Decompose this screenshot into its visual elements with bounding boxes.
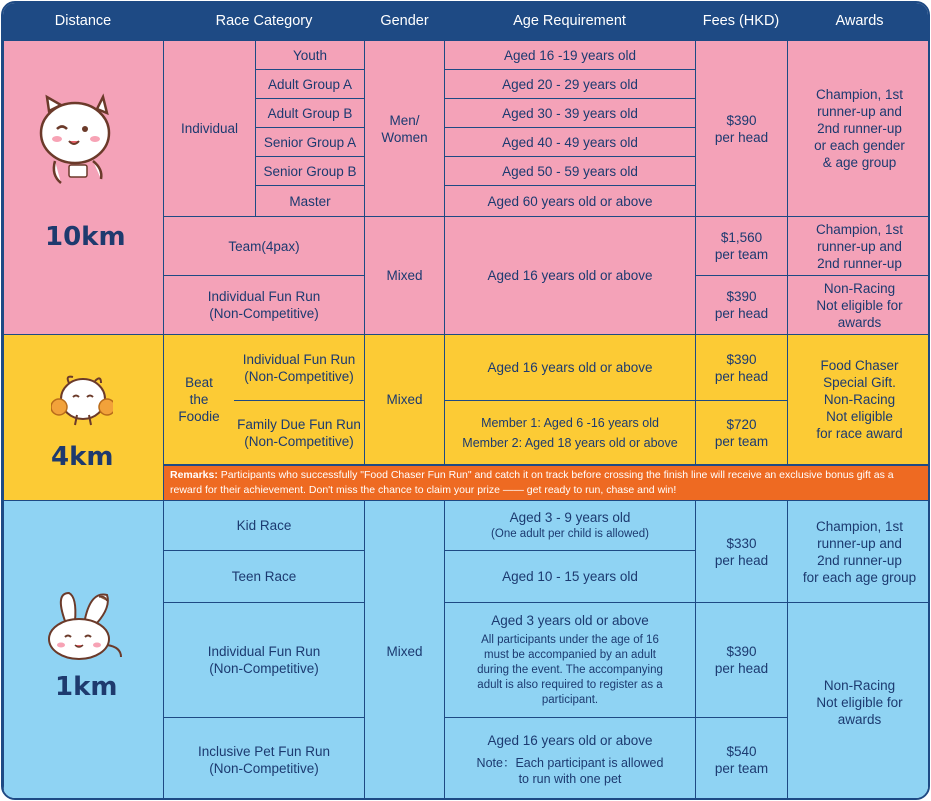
fee-unit: per team	[714, 247, 769, 262]
fee-fun-1km	[695, 602, 788, 718]
age-note: Note：Each participant is allowed	[476, 756, 664, 770]
group-adult-b: Adult Group B	[255, 98, 365, 128]
group-senior-b: Senior Group B	[255, 156, 365, 186]
age-adult-b: Aged 30 - 39 years old	[444, 98, 696, 128]
age-note: adult is also required to register as a	[477, 679, 663, 691]
fee-amount: $390	[726, 351, 757, 367]
award-line: 2nd runner-up	[817, 552, 902, 568]
group-master: Master	[255, 185, 365, 217]
gender-individual	[364, 40, 445, 217]
award-line: Not eligible for	[816, 297, 903, 313]
gender-line: Women	[381, 129, 428, 145]
individual-label: Individual	[163, 40, 256, 217]
award-fun-1km	[787, 602, 930, 800]
age-family-4km	[444, 400, 696, 465]
fee-individual-4km	[695, 334, 788, 401]
award-line: Non-Racing	[823, 280, 896, 296]
gender-mixed-4km: Mixed	[364, 334, 445, 465]
fee-unit: per head	[714, 552, 769, 568]
age-note: to run with one pet	[518, 772, 622, 786]
award-line: Non-Racing	[823, 392, 896, 407]
kid-race-label: Kid Race	[163, 500, 365, 551]
category-line: (Non-Competitive)	[244, 368, 354, 384]
fee-amount: $720	[726, 416, 757, 432]
award-4km	[787, 334, 930, 465]
award-line: 2nd runner-up	[817, 121, 902, 136]
fee-amount: $540	[726, 743, 757, 759]
distance-10km-label: 10km	[45, 222, 126, 252]
fee-unit: per head	[714, 306, 769, 321]
fee-amount: $390	[726, 289, 757, 304]
category-line: (Non-Competitive)	[209, 661, 319, 676]
fee-unit: per head	[714, 368, 769, 384]
award-line: runner-up and	[817, 104, 902, 119]
hamster-mascot-icon	[51, 373, 113, 427]
group-youth: Youth	[255, 40, 365, 70]
award-line: Not eligible	[826, 409, 893, 424]
pet-run-1km-label	[163, 717, 365, 800]
award-line: awards	[837, 711, 882, 727]
gender-mixed-1km: Mixed	[364, 500, 445, 800]
age-individual-4km: Aged 16 years old or above	[444, 334, 696, 401]
category-line: Family Due Fun Run	[237, 416, 361, 432]
header-awards: Awards	[787, 3, 930, 40]
remarks-text: Participants who successfully "Food Chaser Fun Run" and catch it on track before crossing the finish line will receive an exclusive bonus gift as a reward for their achievement. Don't miss the chance to claim your prize —— get ready to run, chase and win!	[170, 469, 894, 496]
age-note: must be accompanied by an adult	[484, 649, 656, 661]
fun-run-10km-label	[163, 275, 365, 335]
fee-amount: $1,560	[720, 230, 763, 245]
distance-1km-label: 1km	[55, 672, 118, 702]
gender-mixed-10km: Mixed	[364, 216, 445, 335]
award-line: Not eligible for	[816, 694, 903, 710]
fee-amount: $390	[726, 644, 757, 659]
fee-unit: per head	[714, 129, 769, 145]
fun-run-4km-label	[234, 334, 365, 401]
age-line: Aged 16 years old or above	[487, 733, 653, 748]
teen-race-label: Teen Race	[163, 550, 365, 603]
bunny-mascot-icon	[41, 591, 125, 667]
gender-line: Men/	[389, 112, 420, 128]
header-gender: Gender	[365, 3, 444, 40]
fee-amount: $330	[726, 535, 757, 551]
age-senior-a: Aged 40 - 49 years old	[444, 127, 696, 157]
award-line: Non-Racing	[823, 677, 896, 693]
age-teen: Aged 10 - 15 years old	[444, 550, 696, 603]
category-line: (Non-Competitive)	[244, 433, 354, 449]
age-line: Aged 3 - 9 years old	[509, 510, 631, 525]
header-category: Race Category	[163, 3, 365, 40]
award-fun-10km	[787, 275, 930, 335]
award-line: Champion, 1st	[815, 518, 904, 534]
remarks-banner	[163, 465, 930, 501]
group-line: the	[189, 392, 209, 407]
age-line: Member 2: Aged 18 years old or above	[462, 435, 678, 450]
award-line: runner-up and	[817, 535, 902, 551]
fee-unit: per team	[714, 433, 769, 449]
age-adult-a: Aged 20 - 29 years old	[444, 69, 696, 99]
beat-the-foodie-label	[163, 334, 235, 465]
age-senior-b: Aged 50 - 59 years old	[444, 156, 696, 186]
category-line: Individual Fun Run	[242, 351, 356, 367]
award-kids-1km	[787, 500, 930, 603]
fee-fun-10km	[695, 275, 788, 335]
fun-run-1km-label	[163, 602, 365, 718]
award-line: awards	[837, 314, 882, 330]
award-line: & age group	[822, 155, 897, 170]
group-adult-a: Adult Group A	[255, 69, 365, 99]
fee-kids-1km	[695, 500, 788, 603]
award-line: Champion, 1st	[815, 221, 904, 237]
category-line: Individual Fun Run	[207, 644, 321, 659]
category-line: Inclusive Pet Fun Run	[197, 743, 331, 759]
age-mixed-10km: Aged 16 years old or above	[444, 216, 696, 335]
fee-unit: per head	[714, 661, 769, 676]
header-age: Age Requirement	[444, 3, 695, 40]
award-line: or each gender	[814, 138, 905, 153]
award-line: Special Gift.	[823, 375, 896, 390]
group-senior-a: Senior Group A	[255, 127, 365, 157]
group-line: Beat	[185, 375, 213, 390]
family-run-4km-label	[234, 400, 365, 465]
age-pet-1km	[444, 717, 696, 800]
fee-unit: per team	[714, 760, 769, 776]
award-line: Food Chaser	[820, 358, 899, 373]
category-line: (Non-Competitive)	[209, 760, 319, 776]
award-line: 2nd runner-up	[817, 255, 902, 271]
age-master: Aged 60 years old or above	[444, 185, 696, 217]
header-distance: Distance	[3, 3, 163, 40]
fee-family-4km	[695, 400, 788, 465]
category-line: Individual Fun Run	[207, 289, 321, 304]
cat-mascot-icon	[35, 91, 121, 189]
age-note: (One adult per child is allowed)	[491, 528, 649, 540]
award-line: for race award	[816, 426, 903, 441]
age-note: All participants under the age of 16	[481, 634, 659, 646]
age-youth: Aged 16 -19 years old	[444, 40, 696, 70]
award-line: for each age group	[802, 569, 917, 585]
age-fun-1km	[444, 602, 696, 718]
award-individual-10km	[787, 40, 930, 217]
age-line: Aged 3 years old or above	[491, 613, 649, 628]
remarks-label: Remarks:	[170, 469, 218, 481]
group-line: Foodie	[178, 409, 220, 424]
award-line: runner-up and	[817, 238, 902, 254]
age-note: participant.	[541, 694, 599, 706]
award-line: Champion, 1st	[815, 87, 904, 102]
age-line: Member 1: Aged 6 -16 years old	[481, 415, 659, 430]
team-label: Team(4pax)	[163, 216, 365, 276]
race-table	[1, 1, 930, 800]
fee-pet-1km	[695, 717, 788, 800]
fee-individual-10km	[695, 40, 788, 217]
distance-4km-label: 4km	[51, 442, 114, 472]
header-fees: Fees (HKD)	[695, 3, 787, 40]
fee-team-10km	[695, 216, 788, 276]
category-line: (Non-Competitive)	[209, 306, 319, 321]
age-note: during the event. The accompanying	[477, 664, 663, 676]
award-team-10km	[787, 216, 930, 276]
fee-amount: $390	[726, 112, 757, 128]
age-kid	[444, 500, 696, 551]
